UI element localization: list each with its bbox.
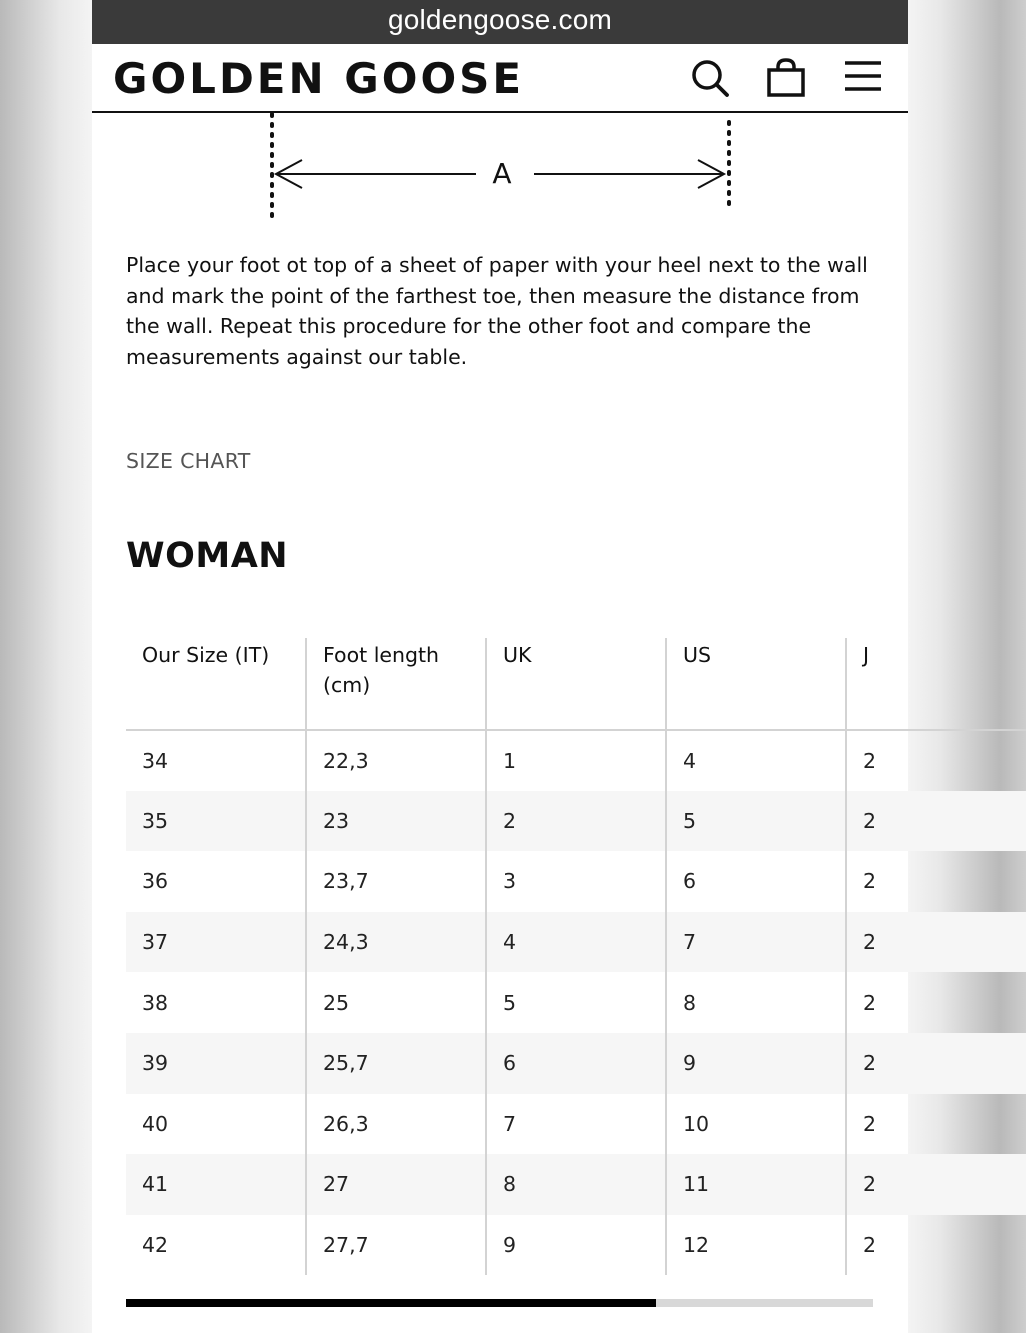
cell-foot-length: 26,3	[306, 1094, 486, 1155]
cell-us-size: 8	[666, 972, 846, 1033]
cell-j-size: 2	[846, 1094, 1026, 1155]
cell-foot-length: 23,7	[306, 851, 486, 912]
cell-us-size: 10	[666, 1094, 846, 1155]
cell-uk-size: 2	[486, 791, 666, 852]
cell-j-size: 2	[846, 1033, 1026, 1094]
scrollbar-thumb[interactable]	[126, 1299, 656, 1307]
cell-it-size: 36	[142, 869, 169, 894]
cell-it-size: 40	[142, 1111, 169, 1136]
header-us: US	[666, 638, 846, 730]
size-chart-heading: SIZE CHART	[126, 449, 251, 473]
cell-us-size: 6	[666, 851, 846, 912]
browser-url-bar[interactable]	[92, 0, 908, 44]
size-table-scroll-container[interactable]	[126, 638, 877, 1278]
shopping-bag-icon[interactable]	[764, 56, 808, 100]
table-horizontal-scrollbar[interactable]	[126, 1299, 873, 1307]
cell-it-size: 37	[126, 912, 306, 973]
cell-j-size: 2	[846, 1154, 1026, 1215]
menu-icon[interactable]	[841, 56, 885, 100]
mobile-browser-viewport	[92, 0, 908, 1333]
table-row	[126, 912, 1026, 973]
cell-us-size: 9	[666, 1033, 846, 1094]
table-row	[126, 1094, 1026, 1155]
cell-it-size: 41	[126, 1154, 306, 1215]
cell-j-size: 2	[846, 851, 1026, 912]
cell-uk-size: 9	[486, 1215, 666, 1276]
cell-j-size: 2	[846, 972, 1026, 1033]
size-table	[126, 638, 1026, 1275]
cell-uk-size: 1	[486, 730, 666, 791]
cell-j-size: 2	[846, 912, 1026, 973]
cell-uk-size: 7	[486, 1094, 666, 1155]
foot-measurement-diagram	[252, 112, 752, 222]
table-header-row	[126, 638, 1026, 730]
measurement-instructions: Place your foot ot top of a sheet of paper with your heel next to the wall and mark the point of the farthest toe, then measure the distance from the wall. Repeat this procedure for the other foot and compare the measurements against our table.	[126, 253, 868, 369]
search-icon[interactable]	[688, 56, 732, 100]
cell-j-size: 2	[846, 730, 1026, 791]
url-text: goldengoose.com	[387, 4, 613, 35]
cell-uk-size: 3	[486, 851, 666, 912]
cell-uk-size: 8	[486, 1154, 666, 1215]
site-header	[92, 44, 908, 113]
cell-uk-size: 5	[486, 972, 666, 1033]
cell-uk-size: 6	[486, 1033, 666, 1094]
section-title-woman: WOMAN	[126, 536, 289, 576]
brand-logo[interactable]: GOLDEN GOOSE	[113, 54, 525, 103]
cell-foot-length: 25	[306, 972, 486, 1033]
header-foot-length: Foot length (cm)	[306, 638, 486, 730]
cell-us-size: 4	[666, 730, 846, 791]
table-row	[126, 851, 1026, 912]
cell-j-size: 2	[846, 1215, 1026, 1276]
table-row	[126, 730, 1026, 791]
cell-foot-length: 23	[306, 791, 486, 852]
table-row	[126, 791, 1026, 852]
table-row	[126, 1154, 1026, 1215]
cell-foot-length: 22,3	[306, 730, 486, 791]
cell-us-size: 7	[666, 912, 846, 973]
table-row	[126, 972, 1026, 1033]
cell-foot-length: 27,7	[306, 1215, 486, 1276]
cell-it-size: 42	[142, 1233, 169, 1258]
header-j: J	[846, 638, 1026, 730]
cell-j-size: 2	[846, 791, 1026, 852]
cell-it-size: 35	[126, 791, 306, 852]
cell-foot-length: 24,3	[306, 912, 486, 973]
cell-it-size: 38	[142, 990, 169, 1015]
cell-us-size: 11	[666, 1154, 846, 1215]
header-uk: UK	[486, 638, 666, 730]
table-row	[126, 1215, 1026, 1276]
cell-us-size: 12	[666, 1215, 846, 1276]
measurement-label-a: A	[492, 157, 512, 190]
header-our-size: Our Size (IT)	[126, 638, 306, 730]
table-row	[126, 1033, 1026, 1094]
cell-us-size: 5	[666, 791, 846, 852]
cell-it-size: 34	[142, 748, 169, 773]
cell-foot-length: 27	[306, 1154, 486, 1215]
cell-it-size: 39	[126, 1033, 306, 1094]
cell-foot-length: 25,7	[306, 1033, 486, 1094]
cell-uk-size: 4	[486, 912, 666, 973]
